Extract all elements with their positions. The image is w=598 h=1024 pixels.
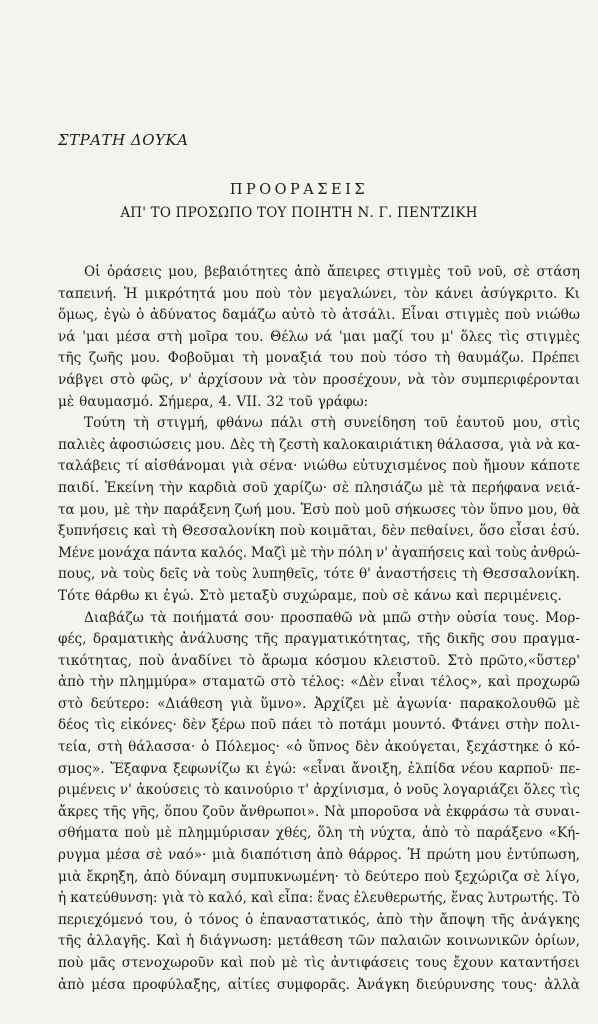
text-line: ἡ κατεύθυνση: γιὰ τὸ καλό, καὶ εἶπα: ἕνας ἐλευθερωτής, ἕνας λυτρωτής. Τὸ bbox=[58, 890, 580, 907]
text-line: μὲ θαυμασμό. Σήμερα, 4. VII. 32 τοῦ γράφω: bbox=[58, 393, 369, 410]
text-line: Διαβάζω τὰ ποιήματά σου· προσπαθῶ νὰ μπῶ στὴν οὐσία τους. Μορ- bbox=[84, 609, 580, 626]
text-line: τεία, στὴ θάλασσα· ὁ Πόλεμος· «ὁ ὕπνος δὲν ἀκούγεται, ξεχάστηκε ὁ κό- bbox=[58, 739, 580, 756]
text-line: νά 'μαι μέσα στὴ μοῖρα του. Θέλω νά 'μαι μαζί του μ' ὅλες τὶς στιγμὲς bbox=[58, 328, 580, 345]
text-line: περιεχόμενό του, ὁ τόνος ὁ ἐπαναστατικός, ἀπὸ τὴν ἄποψη τῆς ἀνάγκης bbox=[58, 911, 580, 928]
text-line: τα μου, μὲ τὴν παράξενη ζωή μου. Ἐσὺ ποὺ μοῦ σήκωσες τὸν ὕπνο μου, θὰ bbox=[58, 501, 580, 518]
text-line: Τούτη τὴ στιγμή, φθάνω πάλι στὴ συνείδηση τοῦ ἑαυτοῦ μου, στὶς bbox=[84, 415, 580, 432]
text-line: νάβγει στὸ φῶς, ν' ἀρχίσουν νὰ τὸν προσέχουν, νὰ τὸν συμπεριφέρονται bbox=[58, 371, 580, 388]
title-line-1: ΠΡΟΟΡΑΣΕΙΣ bbox=[229, 182, 369, 198]
author-name: ΣΤΡΑΤΗ ΔΟΥΚΑ bbox=[58, 131, 189, 149]
text-line: στὸ δεύτερο: «Διάθεση γιὰ ὕμνο». Ἀρχίζει μὲ ἀγωνία· παρακολουθῶ μὲ bbox=[58, 695, 580, 712]
text-line: δέος τὶς εἰκόνες· δὲν ξέρω ποῦ πάει τὸ ποτάμι μουντό. Φτάνει στὴν πολι- bbox=[58, 717, 580, 734]
text-line: Μένε μονάχα πάντα καλός. Μαζὶ μὲ τὴν πόλη ν' ἀγαπήσεις καὶ τοὺς ἀνθρώ- bbox=[58, 544, 580, 561]
body-text bbox=[58, 262, 580, 996]
text-line: σμος». Ἔξαφνα ξεφωνίζω κι ἐγώ: «εἶναι ἄνοιξη, ἐλπίδα νέου καρποῦ· πε- bbox=[58, 760, 580, 777]
text-line: ἀπὸ τὴν πλημμύρα» σταματῶ στὸ τέλος: «Δὲν εἶναι τέλος», καὶ προχωρῶ bbox=[58, 674, 580, 691]
text-line: ξυπνήσεις καὶ τὴ Θεσσαλονίκη ποὺ κοιμᾶται, δὲν πεθαίνει, ὅσο εἶσαι ἐσύ. bbox=[58, 523, 580, 540]
text-line: τῆς ζωῆς μου. Φοβοῦμαι τὴ μοναξιά του ποὺ τόσο τὴ θαυμάζω. Πρέπει bbox=[58, 350, 580, 367]
text-line: ταλάβεις τί αἰσθάνομαι γιὰ σένα· νιώθω εὐτυχισμένος ποὺ ἤμουν κάποτε bbox=[58, 458, 580, 475]
text-line: ποὺ μᾶς στενοχωροῦν καὶ ποὺ μὲ τὶς ἀντιφάσεις τους ἔχουν καταντήσει bbox=[58, 955, 580, 971]
text-line: μιὰ ἔκρηξη, ἀπὸ δύναμη συμπυκνωμένη· τὸ δεύτερο ποὺ ξεχώριζα σὲ λίγο, bbox=[58, 868, 580, 885]
text-line: παλιὲς ἀφοσιώσεις μου. Δὲς τὴ ζεστὴ καλοκαιριάτικη θάλασσα, γιὰ νὰ κα- bbox=[58, 436, 580, 453]
text-line: πους, νὰ τοὺς δεῖς νὰ τοὺς λυπηθεῖς, τότε θ' ἀναστήσεις τὴ Θεσσαλονίκη. bbox=[58, 566, 580, 583]
text-line: Τότε θάρθω κι ἐγώ. Στὸ μεταξὺ συχώραμε, ποὺ σὲ κάνω καὶ περιμένεις. bbox=[58, 587, 562, 604]
text-line: ἀπὸ μέσα προφύλαξης, αἰτίες συμφορᾶς. Ἀνάγκη διεύρυνσης τους· ἀλλὰ bbox=[58, 976, 580, 993]
text-line: Οἱ ὁράσεις μου, βεβαιότητες ἀπὸ ἄπειρες στιγμὲς τοῦ νοῦ, σὲ στάση bbox=[84, 264, 580, 280]
text-line: σθήματα ποὺ μὲ πλημμύρισαν χθές, ὅλη τὴ νύχτα, ἀπὸ τὸ παράξενο «Κή- bbox=[58, 825, 580, 842]
text-line: ὅμως, ἐγὼ ὁ ἀδύνατος δαμάζω αὐτὸ τὸ ἀτσάλι. Εἶναι στιγμὲς ποὺ νιώθω bbox=[58, 307, 580, 324]
text-line: παιδί. Ἐκείνη τὴν καρδιὰ σοῦ χαρίζω· σὲ πλησιάζω μὲ τὰ περήφανα νειά- bbox=[58, 479, 580, 496]
text-line: τικότητας, ποὺ ἀναδίνει τὸ ἄρωμα κόσμου κλειστοῦ. Στὸ πρῶτο,«ὕστερ' bbox=[58, 652, 580, 669]
text-line: ρυγμα μέσα σὲ ναό»· μιὰ διαπότιση ἀπὸ θάρρος. Ἡ πρώτη μου ἐντύπωση, bbox=[58, 847, 580, 864]
text-line: ταπεινή. Ἡ μικρότητά μου ποὺ τὸν μεγαλώνει, τὸν κάνει ἀσύγκριτο. Κι bbox=[58, 285, 580, 302]
text-line: ἄκρες τῆς γῆς, ὅπου ζοῦν ἄνθρωποι». Νὰ μποροῦσα νὰ ἐκφράσω τὰ συναι- bbox=[58, 803, 580, 820]
text-line: τῆς ἀλλαγῆς. Καὶ ἡ διάγνωση: μετάθεση τῶν παλαιῶν κοινωνικῶν ὁρίων, bbox=[58, 933, 580, 950]
text-line: ριμένεις ν' ἀκούσεις τὸ καινούριο τ' ἀρχίνισμα, ὁ νοῦς λογαριάζει ὅλες τὶς bbox=[58, 782, 580, 799]
text-line: φές, δραματικὴς ἀνάλυσης τῆς πραγματικότητας, τῆς δικῆς σου πραγμα- bbox=[58, 631, 580, 648]
title-line-2: ΑΠ' ΤΟ ΠΡΟΣΩΠΟ ΤΟΥ ΠΟΙΗΤΗ Ν. Γ. ΠΕΝΤΖΙΚΗ bbox=[120, 205, 478, 221]
